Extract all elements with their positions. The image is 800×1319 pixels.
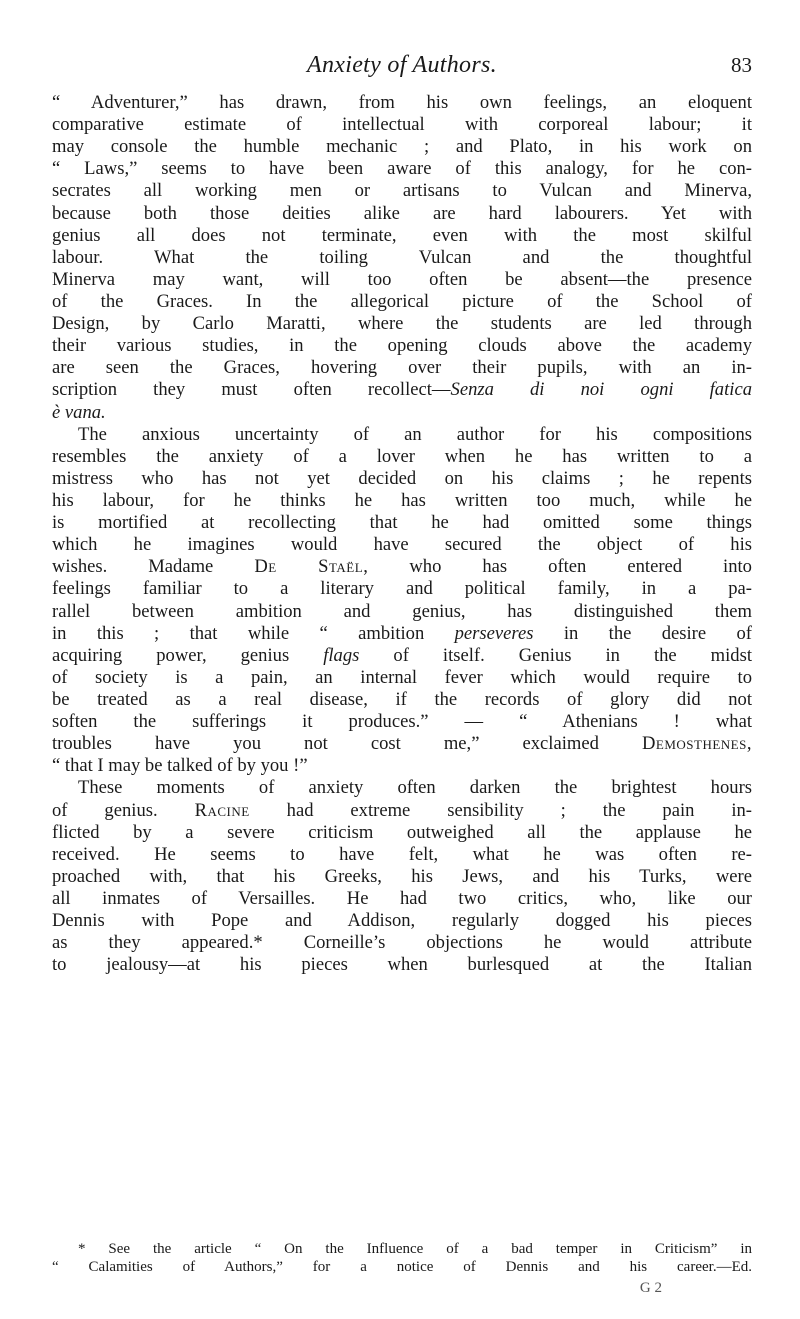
text-line: mistress who has not yet decided on his claims ; he repents: [52, 467, 752, 489]
text-line: [52, 733, 752, 755]
small-caps-name: De Staël,: [254, 556, 369, 578]
page-number: 83: [731, 53, 752, 77]
text-line: which he imagines would have secured the object of his: [52, 534, 752, 556]
text-line: These moments of anxiety often darken the brightest hours: [78, 777, 752, 799]
text-line: as they appeared.* Corneille’s objections he would attribute: [52, 932, 752, 954]
text-line: of society is a pain, an internal fever which would require to: [52, 666, 752, 688]
italic-word: perseveres: [454, 622, 534, 644]
text-line: [52, 402, 752, 424]
text-line: “ Adventurer,” has drawn, from his own feelings, an eloquent: [52, 92, 752, 113]
text-line: be treated as a real disease, if the records of glory did not: [52, 688, 752, 710]
text-line: soften the sufferings it produces.” — “ Athenians ! what: [52, 711, 752, 733]
text-segment: wishes. Madame: [52, 556, 255, 578]
italic-quote: Senza di noi ogni fatica: [450, 379, 752, 401]
footnote-line: * See the article “ On the Influence of a bad temper in Criticism” in: [78, 1241, 752, 1257]
small-caps-name: Demosthenes,: [641, 733, 752, 755]
text-line: labour. What the toiling Vulcan and the thoughtful: [52, 246, 752, 268]
text-line: his labour, for he thinks he has written too much, while he: [52, 489, 752, 511]
text-line: Design, by Carlo Maratti, where the students are led through: [52, 313, 752, 335]
signature-mark: G 2: [639, 1280, 662, 1296]
body-text: [52, 92, 752, 976]
text-line: their various studies, in the opening clouds above the academy: [52, 335, 752, 357]
italic-word: flags: [323, 644, 360, 666]
text-line: “ that I may be talked of by you !”: [52, 755, 308, 777]
text-segment: had extreme sensibility ; the pain in-: [249, 799, 752, 821]
book-page: [52, 0, 752, 1319]
text-line: flicted by a severe criticism outweighed all the applause he: [52, 821, 752, 843]
text-segment: who has often entered into: [368, 556, 752, 578]
text-line: received. He seems to have felt, what he was often re-: [52, 843, 752, 865]
text-line: [52, 800, 752, 822]
italic-quote: è vana.: [52, 401, 106, 423]
text-line: genius all does not terminate, even with the most skilful: [52, 224, 752, 246]
text-line: feelings familiar to a literary and political family, in a pa-: [52, 578, 752, 600]
text-line: [52, 623, 752, 645]
text-segment: in this ; that while “ ambition: [52, 622, 455, 644]
page-header: [52, 52, 752, 82]
text-line: Minerva may want, will too often be absent—the presence: [52, 268, 752, 290]
text-line: are seen the Graces, hovering over their pupils, with an in-: [52, 357, 752, 379]
text-line: secrates all working men or artisans to Vulcan and Minerva,: [52, 180, 752, 202]
text-line: [52, 556, 752, 578]
text-line: all inmates of Versailles. He had two critics, who, like our: [52, 887, 752, 909]
text-line: resembles the anxiety of a lover when he has written to a: [52, 445, 752, 467]
text-segment: of itself. Genius in the midst: [359, 644, 753, 666]
text-line: Dennis with Pope and Addison, regularly dogged his pieces: [52, 910, 752, 932]
text-line: “ Laws,” seems to have been aware of this analogy, for he con-: [52, 158, 752, 180]
text-line: because both those deities alike are hard labourers. Yet with: [52, 202, 752, 224]
small-caps-name: Racine: [194, 799, 250, 821]
text-line: may console the humble mechanic ; and Plato, in his work on: [52, 136, 752, 158]
text-line: to jealousy—at his pieces when burlesqued at the Italian: [52, 954, 752, 976]
text-line: comparative estimate of intellectual with corporeal labour; it: [52, 114, 752, 136]
text-line: [52, 645, 752, 667]
footnote-line: “ Calamities of Authors,” for a notice of Dennis and his career.—Ed.: [52, 1259, 752, 1275]
text-segment: in the desire of: [533, 622, 752, 644]
text-line: of the Graces. In the allegorical picture of the School of: [52, 290, 752, 312]
text-line: [52, 379, 752, 401]
text-segment: troubles have you not cost me,” exclaimed: [52, 733, 642, 755]
text-line: proached with, that his Greeks, his Jews, and his Turks, were: [52, 865, 752, 887]
text-segment: acquiring power, genius: [52, 644, 324, 666]
running-title: Anxiety of Authors.: [307, 52, 497, 78]
text-line: rallel between ambition and genius, has distinguished them: [52, 600, 752, 622]
footnotes: [52, 1240, 752, 1276]
text-line: is mortified at recollecting that he had omitted some things: [52, 512, 752, 534]
text-segment: of genius.: [52, 799, 195, 821]
text-line: The anxious uncertainty of an author for his compositions: [78, 423, 752, 445]
text-segment: scription they must often recollect—: [52, 379, 451, 401]
